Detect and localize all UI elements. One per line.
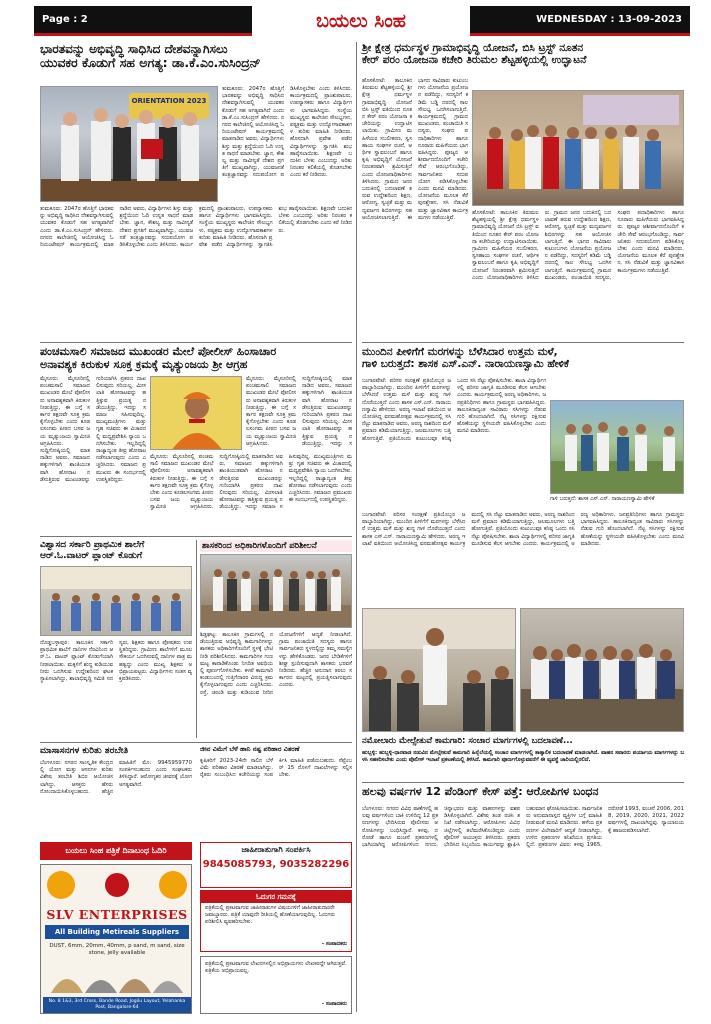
story6-photo — [200, 554, 352, 628]
story2-headline — [362, 42, 684, 67]
sand-piles-icon — [51, 961, 183, 993]
story1-body: ತುಮಕೂರು: 2047ರ ಹೊತ್ತಿಗೆ ಭಾರತವನ್ನು ಅಭಿವೃದ್ಧಿ ಸಾಧಿಸಿದ ದೇಶವನ್ನಾಗಿಸುವಲ್ಲಿ ಯುವಕರ ಕೊಡುಗೆ ಸಹ ಅಗತ್ಯವಾಗಿದೆ ಎಂದು ಡಾ.ಕೆ.ಎಂ.ಸುಸಿಂದ್ರನ್ ಹೇಳಿದರು. ನಗರದ ಕಾಲೇಜಿನಲ್ಲಿ ಆಯೋಜಿಸಿದ್ದ ಓರಿಯಂಟೇಷನ್ ಕಾರ್ಯಕ್ರಮದಲ್ಲಿ ಮಾತನಾಡಿದ ಅವರು, ವಿದ್ಯಾರ್ಥಿಗಳು ಶಿಸ್ತು ಮತ್ತು ಶ್ರದ್ಧೆಯಿಂದ ಓದಿ ಉನ್ನತ ಸಾಧನೆ ಮಾಡಬೇಕು. ಜ್ಞಾನ, ಕೌಶಲ್ಯ ಮತ್ತು ನಾವೀನ್ಯತೆ ದೇಶದ ಪ್ರಗತಿಗೆ ಮುಖ್ಯವಾಗಿದ್ದು, ಯುವಜನತೆ ತಂತ್ರಜ್ಞಾನವನ್ನು ಸದುಪಯೋಗ ಪಡಿಸಿಕೊಳ್ಳಬೇಕು ಎಂದು ತಿಳಿಸಿದರು. ಕಾರ್ಯಕ್ರಮದಲ್ಲಿ ಪ್ರಾಂಶುಪಾಲರು, ಉಪನ್ಯಾಸಕರು ಹಾಗೂ ವಿದ್ಯಾರ್ಥಿಗಳು ಭಾಗವಹಿಸಿದ್ದರು. ಸಂಸ್ಥೆಯ ಮುಖ್ಯಸ್ಥರು ಕಾಲೇಜಿನ ಸೌಲಭ್ಯಗಳು, ಪಠ್ಯಕ್ರಮ ಮತ್ತು ಉದ್ಯೋಗಾವಕಾಶಗಳ ಕುರಿತು ಮಾಹಿತಿ ನೀಡಿದರು. ಹೊಸದಾಗಿ ಪ್ರವೇಶ ಪಡೆದ ವಿದ್ಯಾರ್ಥಿಗಳನ್ನು ಸ್ವಾಗತಿಸಿ ಶುಭ ಹಾರೈಸಲಾಯಿತು. ಶಿಕ್ಷಣವೇ ಬದುಕಿನ ಬೆಳಕು ಎಂಬುದನ್ನು ಅರಿತು ನಿರಂತರ ಕಲಿಕೆಯಲ್ಲಿ ತೊಡಗಬೇಕು ಎಂದು ಕರೆ ನೀಡಿದರು. — [40, 206, 352, 249]
story-divider — [362, 342, 684, 343]
story1-photo — [40, 86, 218, 202]
subscribe-banner: ಬಯಲು ಸಿಂಹ ಪತ್ರಿಕೆ ದಿನಾಬಂಧ ಓದಿರಿ — [40, 842, 192, 860]
site-inspection-image — [201, 555, 352, 628]
speaker-at-podium-image — [363, 609, 516, 732]
orientation-banner-text: ORIENTATION 2023 — [131, 97, 207, 105]
story4-headline — [362, 346, 684, 371]
tree-planting-image — [551, 401, 684, 494]
classified-phone: 9845085793, 9035282296 — [202, 859, 350, 870]
issue-date: WEDNESDAY : 13-09-2023 — [536, 14, 682, 25]
story2-headline-line2: ಕೇರ್ ಪರಂ ಯೋಜನಾ ಕಚೇರಿ ತಿರುಮಲ ಶೆಟ್ಟಹಳ್ಳಿಯಲ್ಲಿ ಉದ್ಘಾಟನೆ — [362, 54, 587, 67]
story3-body-right-top: ಮೈಸೂರು: ಮೈಸೂರಿನಲ್ಲಿ ಪಂಚಮಸಾಲಿ ಸಮಾಜದ ಮುಖಂಡರ ಮೇಲೆ ಪೋಲೀಸರು ಅನಾವಶ್ಯಕವಾಗಿ ಕಿರುಕುಳ ನೀಡುತ್ತಿದ್ದು, ಈ ಬಗ್ಗೆ ಸರ್ಕಾರ ತಕ್ಷಣವೇ ಸೂಕ್ತ ಕ್ರಮ ಕೈಗೊಳ್ಳಬೇಕು ಎಂದು ಕೂಡಲಸಂಗಮ ಪೀಠದ ಬಸವ ಜಯ ಮೃತ್ಯುಂಜಯ ಸ್ವಾಮೀಜಿ ಆಗ್ರಹಿಸಿದರು. ಸುದ್ದಿಗೋಷ್ಠಿಯಲ್ಲಿ ಮಾತನಾಡಿದ ಅವರು, ಸಮಾಜದ ಹಕ್ಕುಗಳಿಗಾಗಿ ಶಾಂತಿಯುತವಾಗಿ ಹೋರಾಟ ನಡೆಸುತ್ತಿರುವ ಮುಖಂಡರನ್ನು ಗುರಿಯಾಗಿಸಿ ಪ್ರಕರಣ ದಾಖಲಿಸುವುದು ಸರಿಯಲ್ಲ. ಮೀಸಲಾತಿ ಹೋರಾಟವನ್ನು ಹತ್ತಿಕ್ಕುವ ಪ್ರಯತ್ನ ನಡೆಯುತ್ತಿದ್ದು, ಇದನ್ನು ಸ — [246, 376, 352, 447]
newspaper-title: ಬಯಲು ಸಿಂಹ — [252, 6, 470, 36]
disclaimer-box — [200, 956, 352, 1014]
story3-photo — [150, 376, 242, 450]
story2-photo — [472, 90, 684, 206]
slv-enterprises-ad — [40, 864, 192, 1014]
story5-headline — [40, 540, 192, 561]
company-address: No. 8 1&3, 3rd Cross, Bande Road, Jogilu Layout, Yelahanka Post, Bangalore-64 — [43, 997, 191, 1013]
meeting-audience-image — [521, 609, 684, 732]
inauguration-crowd-image — [473, 91, 684, 206]
notice-sign: - ಸಂಪಾದಕರು — [321, 941, 347, 947]
story4-caption: ಗಾಳಿ ಬರುತ್ತದೆ: ಶಾಸಕ ಎಸ್.ಎನ್. ನಾರಾಯಣಸ್ವಾಮಿ ಹೇಳಿಕೆ — [550, 496, 655, 502]
story5-headline-line2: ಆರ್.ಓ.ವಾಟರ್ ಪ್ಲಾಂಟ್ ಕೊಡುಗೆ — [40, 550, 143, 561]
story1-body-right: ತುಮಕೂರು: 2047ರ ಹೊತ್ತಿಗೆ ಭಾರತವನ್ನು ಅಭಿವೃದ್ಧಿ ಸಾಧಿಸಿದ ದೇಶವನ್ನಾಗಿಸುವಲ್ಲಿ ಯುವಕರ ಕೊಡುಗೆ ಸಹ ಅಗತ್ಯವಾಗಿದೆ ಎಂದು ಡಾ.ಕೆ.ಎಂ.ಸುಸಿಂದ್ರನ್ ಹೇಳಿದರು. ನಗರದ ಕಾಲೇಜಿನಲ್ಲಿ ಆಯೋಜಿಸಿದ್ದ ಓರಿಯಂಟೇಷನ್ ಕಾರ್ಯಕ್ರಮದಲ್ಲಿ ಮಾತನಾಡಿದ ಅವರು, ವಿದ್ಯಾರ್ಥಿಗಳು ಶಿಸ್ತು ಮತ್ತು ಶ್ರದ್ಧೆಯಿಂದ ಓದಿ ಉನ್ನತ ಸಾಧನೆ ಮಾಡಬೇಕು. ಜ್ಞಾನ, ಕೌಶಲ್ಯ ಮತ್ತು ನಾವೀನ್ಯತೆ ದೇಶದ ಪ್ರಗತಿಗೆ ಮುಖ್ಯವಾಗಿದ್ದು, ಯುವಜನತೆ ತಂತ್ರಜ್ಞಾನವನ್ನು ಸದುಪಯೋಗ ಪಡಿಸಿಕೊಳ್ಳಬೇಕು ಎಂದು ತಿಳಿಸಿದರು. ಕಾರ್ಯಕ್ರಮದಲ್ಲಿ ಪ್ರಾಂಶುಪಾಲರು, ಉಪನ್ಯಾಸಕರು ಹಾಗೂ ವಿದ್ಯಾರ್ಥಿಗಳು ಭಾಗವಹಿಸಿದ್ದರು. ಸಂಸ್ಥೆಯ ಮುಖ್ಯಸ್ಥರು ಕಾಲೇಜಿನ ಸೌಲಭ್ಯಗಳು, ಪಠ್ಯಕ್ರಮ ಮತ್ತು ಉದ್ಯೋಗಾವಕಾಶಗಳ ಕುರಿತು ಮಾಹಿತಿ ನೀಡಿದರು. ಹೊಸದಾಗಿ ಪ್ರವೇಶ ಪಡೆದ ವಿದ್ಯಾರ್ಥಿಗಳನ್ನು ಸ್ವಾಗತಿಸಿ ಶುಭ ಹಾರೈಸಲಾಯಿತು. ಶಿಕ್ಷಣವೇ ಬದುಕಿನ ಬೆಳಕು ಎಂಬುದನ್ನು ಅರಿತು ನಿರಂತರ ಕಲಿಕೆಯಲ್ಲಿ ತೊಡಗಬೇಕು ಎಂದು ಕರೆ ನೀಡಿದರು. — [222, 86, 352, 179]
mid-body: ಕೃಷಿಕರಿಗೆ 2023-24ನೇ ಸಾಲಿನ ಬೆಳೆ ವಿಮೆ ಪರಿಹಾರ ವಿತರಣೆ ಮಾಡಲಾಗಿದ್ದು, ರೈತರು ಸಂಬಂಧಿಸಿದ ಕಚೇರಿಯನ್ನು ಸಂಪರ್ಕಿಸಿ ಮಾಹಿತಿ ಪಡೆಯಬಹುದು. ಸೆಪ್ಟೆಂಬರ್ 15 ರೊಳಗೆ ದಾಖಲೆಗಳನ್ನು ಸಲ್ಲಿಸಬೇಕು. — [200, 758, 352, 779]
story5-photo — [40, 566, 192, 636]
company-items: DUST, 6mm, 20mm, 40mm, p sand, m sand, size stone, jelly available — [49, 943, 185, 956]
story7-headline: ಮಾಸಾಸನಗಳ ಕುರಿತು ತರಬೇತಿ — [40, 746, 129, 756]
mid-headline: ಜೀವ ವಿಮೆಗೆ ಬೆಳೆ ಹಾನಿ ನಷ್ಟ ಪರಿಹಾರ ವಿತರಣೆ — [200, 745, 300, 753]
newspaper-page — [34, 6, 690, 1018]
story1-headline — [40, 42, 352, 71]
advertisement-contact-box — [200, 842, 352, 888]
story2-body-right: ಹೊಸಕೋಟೆ: ತಾಲೂಕಿನ ತಿರುಮಲ ಶೆಟ್ಟಹಳ್ಳಿಯಲ್ಲಿ ಶ್ರೀ ಕ್ಷೇತ್ರ ಧರ್ಮಸ್ಥಳ ಗ್ರಾಮಾಭಿವೃದ್ಧಿ ಯೋಜನೆ ಬಿಸಿ ಟ್ರಸ್ಟ್ ವತಿಯಿಂದ ನೂತನ ಕೇರ್ ಪರಂ ಯೋಜನಾ ಕಚೇರಿಯನ್ನು ಉದ್ಘಾಟಿಸಲಾಯಿತು. ಗ್ರಾಮೀಣ ಮಹಿಳೆಯರ ಸಬಲೀಕರಣ, ಸ್ವಸಹಾಯ ಸಂಘಗಳ ರಚನೆ, ಆರ್ಥಿಕ ಸ್ವಾವಲಂಬನೆ ಹಾಗೂ ಕೃಷಿ ಅಭಿವೃದ್ಧಿಗೆ ಯೋಜನೆ ನಿರಂತರವಾಗಿ ಶ್ರಮಿಸುತ್ತಿದೆ ಎಂದು ಯೋಜನಾಧಿಕಾರಿಗಳು ತಿಳಿಸಿದರು. ಗ್ರಾಮದ ಜನರ ಬದುಕಿನಲ್ಲಿ ಬದಲಾವಣೆ ತರುವ ಉದ್ದೇಶದಿಂದ ಶಿಕ್ಷಣ, ಆರೋಗ್ಯ, ಸ್ವಚ್ಛತೆ ಮತ್ತು ಮದ್ಯವರ್ಜನ ಶಿಬಿರಗಳನ್ನು ಸಹ ಆಯೋಜಿಸಲಾಗುತ್ತಿದೆ. ಈ ಭಾಗದ ಸಾವಿರಾರು ಕುಟುಂಬಗಳು ಯೋಜನೆಯ ಪ್ರಯೋಜನ ಪಡೆದಿದ್ದು, ಸದಸ್ಯರಿಗೆ ಕಡಿಮೆ ಬಡ್ಡಿ ದರದಲ್ಲಿ ಸಾಲ ಸೌಲಭ್ಯ ಒದಗಿಸಲಾಗುತ್ತಿದೆ. ಕಾರ್ಯಕ್ರಮದಲ್ಲಿ ಗ್ರಾಮದ ಮುಖಂಡರು, ಪಂಚಾಯಿತಿ ಸದಸ್ಯರು, ಸಂಘದ ಪದಾಧಿಕಾರಿಗಳು ಹಾಗೂ ನೂರಾರು ಮಹಿಳೆಯರು ಭಾಗವಹಿಸಿದ್ದರು. ಪೂಜ್ಯರ ಆಶೀರ್ವಾದದೊಂದಿಗೆ ಕಚೇರಿ ಸೇವೆ ಆರಂಭಗೊಂಡಿದ್ದು, ಸಾರ್ವಜನಿಕರು ಸದುಪಯೋಗ ಪಡಿಸಿಕೊಳ್ಳಬೇಕು ಎಂದು ಮನವಿ ಮಾಡಿದರು. ಯೋಜನೆಯ ಮೂಲಕ ಕೆರೆ ಪುನಶ್ಚೇತನ, ಸಸಿ ನೆಡುವಿಕೆ ಮತ್ತು ಜ್ಞಾನವಿಕಾಸ ಕಾರ್ಯಕ್ರಮಗಳು ನಡೆಯುತ್ತಿವೆ. — [472, 210, 684, 281]
story10-body: ಬೆಂಗಳೂರು: ನಗರದ ವಿವಿಧ ಠಾಣೆಗಳಲ್ಲಿ ಹಲವು ವರ್ಷಗಳಿಂದ ಬಾಕಿ ಉಳಿದಿದ್ದ 12 ಪ್ರಕರಣಗಳನ್ನು ಭೇದಿಸಿರುವ ಪೊಲೀಸರು ಆರೋಪಿಗಳನ್ನು ಬಂಧಿಸಿದ್ದಾರೆ. ಕಳವು, ದರೋಡೆ ಹಾಗೂ ವಂಚನೆ ಪ್ರಕರಣಗಳಲ್ಲಿ ಭಾಗಿಯಾಗಿದ್ದ ಆರೋಪಿಗಳಿಂದ ನಗದು, ಚಿನ್ನಾಭರಣ ಮತ್ತು ವಾಹನಗಳನ್ನು ವಶಪಡಿಸಿಕೊಳ್ಳಲಾಗಿದೆ. ವಿಶೇಷ ತಂಡ ರಚಿಸಿ ತನಿಖೆ ನಡೆಸಲಾಗಿದ್ದು, ಆರೋಪಿಗಳು ವಿವಿಧ ಜಿಲ್ಲೆಗಳಲ್ಲಿ ತಲೆಮರೆಸಿಕೊಂಡಿದ್ದರು ಎಂದು ಪೊಲೀಸ್ ಆಯುಕ್ತರು ತಿಳಿಸಿದರು. ಪ್ರಕರಣ ಭೇದಿಸಿದ ಸಿಬ್ಬಂದಿಯ ಕಾರ್ಯವನ್ನು ಶ್ಲಾಘಿಸಿ ಬಹುಮಾನ ಘೋಷಿಸಲಾಯಿತು. ಸಾರ್ವಜನಿಕರು ಅನುಮಾನಾಸ್ಪದ ವ್ಯಕ್ತಿಗಳ ಬಗ್ಗೆ ಮಾಹಿತಿ ನೀಡುವಂತೆ ಮನವಿ ಮಾಡಿದರು. ಹಳೆಯ ಪ್ರಕರಣಗಳ ವಿಲೇವಾರಿಗೆ ಆದ್ಯತೆ ನೀಡಲಾಗಿದ್ದು, ಉಳಿದ ಪ್ರಕರಣಗಳ ತನಿಖೆಯೂ ಪ್ರಗತಿಯಲ್ಲಿದೆ. ಪ್ರಕರಣಗಳ ವಿವರ: ಕಳವು 1965, ದರೋಡೆ 1993, ವಂಚನೆ 2006, 2018, 2019, 2020, 2021, 2022 ವರ್ಷಗಳಲ್ಲಿ ದಾಖಲಾಗಿದ್ದವು. ನ್ಯಾಯಾಲಯಕ್ಕೆ ಹಾಜರುಪಡಿಸಲಾಗಿದೆ. — [362, 806, 684, 849]
story2-headline-line1: ಶ್ರೀ ಕ್ಷೇತ್ರ ಧರ್ಮಸ್ಥಳ ಗ್ರಾಮಾಭಿವೃದ್ಧಿ ಯೋಜನೆ, ಬಿಸಿ ಟ್ರಸ್ಟ್ ನೂತನ — [362, 42, 584, 54]
classified-title: ಜಾಹೀರಾತುಗಾಗಿ ಸಂಪರ್ಕಿಸಿ — [241, 845, 311, 854]
story5-headline-line1: ವಿಶ್ವಾಸದ ಸರ್ಕಾರಿ ಪ್ರಾಥಮಿಕ ಶಾಲೆಗೆ — [40, 540, 145, 550]
story5-body: ದೊಡ್ಡಬಳ್ಳಾಪುರ: ತಾಲೂಕಿನ ಸರ್ಕಾರಿ ಪ್ರಾಥಮಿಕ ಶಾಲೆಗೆ ದಾನಿಗಳ ನೆರವಿನಿಂದ ಆರ್.ಓ. ವಾಟರ್ ಪ್ಲಾಂಟ್ ಕೊಡುಗೆಯಾಗಿ ನೀಡಲಾಯಿತು. ಮಕ್ಕಳಿಗೆ ಶುದ್ಧ ಕುಡಿಯುವ ನೀರು ಒದಗಿಸುವ ಉದ್ದೇಶದಿಂದ ಘಟಕ ಸ್ಥಾಪಿಸಲಾಗಿದ್ದು, ಶಾಲಾಭಿವೃದ್ಧಿ ಸಮಿತಿ ಸದಸ್ಯರು, ಶಿಕ್ಷಕರು ಹಾಗೂ ಪೋಷಕರು ಉಪಸ್ಥಿತರಿದ್ದರು. ಗ್ರಾಮೀಣ ಶಾಲೆಗಳಿಗೆ ಮೂಲ ಸೌಕರ್ಯ ಒದಗಿಸುವಲ್ಲಿ ದಾನಿಗಳ ಪಾತ್ರ ಮಹತ್ವದ್ದು ಎಂದು ಮುಖ್ಯ ಶಿಕ್ಷಕರು ಅಭಿಪ್ರಾಯಪಟ್ಟರು. ವಿದ್ಯಾರ್ಥಿಗಳು ಸಂತಸ ವ್ಯಕ್ತಪಡಿಸಿದರು. — [40, 640, 192, 683]
story-divider — [40, 536, 352, 537]
company-name: SLV ENTERPRISES — [46, 907, 188, 922]
story8-photo-2 — [520, 608, 684, 732]
story-divider — [362, 782, 684, 783]
story9-body: ಹುಬ್ಬಳ್ಳಿ: ಹುಬ್ಬಳ್ಳಿ-ಧಾರವಾಡ ನಡುವಿನ ಮೇಲ್ಸೇತುವೆ ಕಾಮಗಾರಿ ಹಿನ್ನೆಲೆಯಲ್ಲಿ ಸಂಚಾರ ಮಾರ್ಗಗಳಲ್ಲಿ ತಾತ್ಕಾಲಿಕ ಬದಲಾವಣೆ ಮಾಡಲಾಗಿದೆ. ವಾಹನ ಸವಾರರು ಪರ್ಯಾಯ ಮಾರ್ಗಗಳನ್ನು ಬಳಸಿ ಸಹಕರಿಸಬೇಕು ಎಂದು ಪೊಲೀಸ್ ಇಲಾಖೆ ಪ್ರಕಟಣೆಯಲ್ಲಿ ತಿಳಿಸಿದೆ. ಕಾಮಗಾರಿ ಪೂರ್ಣಗೊಳ್ಳುವವರೆಗೆ ಈ ವ್ಯವಸ್ಥೆ ಜಾರಿಯಲ್ಲಿರಲಿದೆ. — [362, 750, 684, 764]
story2-body-left: ಹೊಸಕೋಟೆ: ತಾಲೂಕಿನ ತಿರುಮಲ ಶೆಟ್ಟಹಳ್ಳಿಯಲ್ಲಿ ಶ್ರೀ ಕ್ಷೇತ್ರ ಧರ್ಮಸ್ಥಳ ಗ್ರಾಮಾಭಿವೃದ್ಧಿ ಯೋಜನೆ ಬಿಸಿ ಟ್ರಸ್ಟ್ ವತಿಯಿಂದ ನೂತನ ಕೇರ್ ಪರಂ ಯೋಜನಾ ಕಚೇರಿಯನ್ನು ಉದ್ಘಾಟಿಸಲಾಯಿತು. ಗ್ರಾಮೀಣ ಮಹಿಳೆಯರ ಸಬಲೀಕರಣ, ಸ್ವಸಹಾಯ ಸಂಘಗಳ ರಚನೆ, ಆರ್ಥಿಕ ಸ್ವಾವಲಂಬನೆ ಹಾಗೂ ಕೃಷಿ ಅಭಿವೃದ್ಧಿಗೆ ಯೋಜನೆ ನಿರಂತರವಾಗಿ ಶ್ರಮಿಸುತ್ತಿದೆ ಎಂದು ಯೋಜನಾಧಿಕಾರಿಗಳು ತಿಳಿಸಿದರು. ಗ್ರಾಮದ ಜನರ ಬದುಕಿನಲ್ಲಿ ಬದಲಾವಣೆ ತರುವ ಉದ್ದೇಶದಿಂದ ಶಿಕ್ಷಣ, ಆರೋಗ್ಯ, ಸ್ವಚ್ಛತೆ ಮತ್ತು ಮದ್ಯವರ್ಜನ ಶಿಬಿರಗಳನ್ನು ಸಹ ಆಯೋಜಿಸಲಾಗುತ್ತಿದೆ. ಈ ಭಾಗದ ಸಾವಿರಾರು ಕುಟುಂಬಗಳು ಯೋಜನೆಯ ಪ್ರಯೋಜನ ಪಡೆದಿದ್ದು, ಸದಸ್ಯರಿಗೆ ಕಡಿಮೆ ಬಡ್ಡಿ ದರದಲ್ಲಿ ಸಾಲ ಸೌಲಭ್ಯ ಒದಗಿಸಲಾಗುತ್ತಿದೆ. ಕಾರ್ಯಕ್ರಮದಲ್ಲಿ ಗ್ರಾಮದ ಮುಖಂಡರು, ಪಂಚಾಯಿತಿ ಸದಸ್ಯರು, ಸಂಘದ ಪದಾಧಿಕಾರಿಗಳು ಹಾಗೂ ನೂರಾರು ಮಹಿಳೆಯರು ಭಾಗವಹಿಸಿದ್ದರು. ಪೂಜ್ಯರ ಆಶೀರ್ವಾದದೊಂದಿಗೆ ಕಚೇರಿ ಸೇವೆ ಆರಂಭಗೊಂಡಿದ್ದು, ಸಾರ್ವಜನಿಕರು ಸದುಪಯೋಗ ಪಡಿಸಿಕೊಳ್ಳಬೇಕು ಎಂದು ಮನವಿ ಮಾಡಿದರು. ಯೋಜನೆಯ ಮೂಲಕ ಕೆರೆ ಪುನಶ್ಚೇತನ, ಸಸಿ ನೆಡುವಿಕೆ ಮತ್ತು ಜ್ಞಾನವಿಕಾಸ ಕಾರ್ಯಕ್ರಮಗಳು ನಡೆಯುತ್ತಿವೆ. — [362, 78, 468, 221]
school-children-image — [41, 567, 192, 636]
story4-photo — [550, 400, 684, 494]
column-divider — [196, 540, 197, 738]
story1-headline-line1: ಭಾರತವನ್ನು ಅಭಿವೃದ್ಧಿ ಸಾಧಿಸಿದ ದೇಶವನ್ನಾಗಿಸಲು — [40, 42, 228, 56]
column-divider — [356, 42, 357, 1012]
disclaimer-text: ಪತ್ರಿಕೆಯಲ್ಲಿ ಪ್ರಕಟವಾಗುವ ಲೇಖನಗಳಲ್ಲಿನ ಅಭಿಪ್ರಾಯಗಳು ಲೇಖಕರದ್ದೇ ಆಗಿರುತ್ತವೆ. ಪತ್ರಿಕೆಯ ಅಭಿಪ್ರಾಯವಲ್ಲ. — [205, 961, 347, 974]
disclaimer-sign: - ಸಂಪಾದಕರು — [321, 1001, 347, 1007]
story9-headline: ನಮೋಲಾರು ಮೇಲ್ಸೇತುವೆ ಕಾಮಗಾರಿ: ಸಂಚಾರ ಮಾರ್ಗಗಳಲ್ಲಿ ಬದಲಾವಣೆ... — [362, 736, 573, 746]
story6-headline: ಶಾಸಕರಿಂದ ಅಧಿಕಾರಿಗಳೊಂದಿಗೆ ಪರಿಶೀಲನೆ — [200, 540, 352, 552]
swamiji-portrait-image — [151, 377, 242, 450]
masthead — [34, 6, 690, 36]
story8-photo — [362, 608, 516, 732]
story7-body: ಬೆಂಗಳೂರು: ನಗರದ ಸಾಂಸ್ಕೃತಿಕ ಕೇಂದ್ರದಲ್ಲಿ ಯೋಗ ಮತ್ತು ಆಸನಗಳ ಕುರಿತು ವಿಶೇಷ ತರಬೇತಿ ಶಿಬಿರ ಆಯೋಜಿಸಲಾಗಿದ್ದು, ಆಸಕ್ತರು ಹೆಸರು ನೋಂದಾಯಿಸಿಕೊಳ್ಳಬಹುದು. ಹೆಚ್ಚಿನ ಮಾಹಿತಿಗೆ ಮೊ: 9945959770 ಸಂಪರ್ಕಿಸಬಹುದು ಎಂದು ಸಂಘಟಕರು ತಿಳಿಸಿದ್ದಾರೆ. ಆರೋಗ್ಯಕರ ಜೀವನಕ್ಕೆ ಯೋಗ ಅಗತ್ಯವಾಗಿದೆ. — [40, 760, 192, 795]
story10-headline: ಹಲವು ವರ್ಷಗಳ 12 ಪೆಂಡಿಂಗ್ ಕೇಸ್ ಪತ್ತೆ: ಆರೋಪಿಗಳ ಬಂಧನ — [362, 785, 599, 798]
notice-text: ಪತ್ರಿಕೆಯಲ್ಲಿ ಪ್ರಕಟವಾಗುವ ಜಾಹೀರಾತುಗಳ ವಿಷಯಗಳಿಗೆ ಜಾಹೀರಾತುದಾರರೇ ಜವಾಬ್ದಾರರು. ಪತ್ರಿಕೆ ಯಾವುದೇ ರೀತಿಯಲ್ಲಿ ಹೊಣೆಯಾಗುವುದಿಲ್ಲ. ಓದುಗರು ಪರಿಶೀಲಿಸಿ ವ್ಯವಹರಿಸಬೇಕು. — [205, 905, 336, 925]
story-divider — [40, 742, 352, 743]
story3-body-bottom: ಮೈಸೂರು: ಮೈಸೂರಿನಲ್ಲಿ ಪಂಚಮಸಾಲಿ ಸಮಾಜದ ಮುಖಂಡರ ಮೇಲೆ ಪೋಲೀಸರು ಅನಾವಶ್ಯಕವಾಗಿ ಕಿರುಕುಳ ನೀಡುತ್ತಿದ್ದು, ಈ ಬಗ್ಗೆ ಸರ್ಕಾರ ತಕ್ಷಣವೇ ಸೂಕ್ತ ಕ್ರಮ ಕೈಗೊಳ್ಳಬೇಕು ಎಂದು ಕೂಡಲಸಂಗಮ ಪೀಠದ ಬಸವ ಜಯ ಮೃತ್ಯುಂಜಯ ಸ್ವಾಮೀಜಿ ಆಗ್ರಹಿಸಿದರು. ಸುದ್ದಿಗೋಷ್ಠಿಯಲ್ಲಿ ಮಾತನಾಡಿದ ಅವರು, ಸಮಾಜದ ಹಕ್ಕುಗಳಿಗಾಗಿ ಶಾಂತಿಯುತವಾಗಿ ಹೋರಾಟ ನಡೆಸುತ್ತಿರುವ ಮುಖಂಡರನ್ನು ಗುರಿಯಾಗಿಸಿ ಪ್ರಕರಣ ದಾಖಲಿಸುವುದು ಸರಿಯಲ್ಲ. ಮೀಸಲಾತಿ ಹೋರಾಟವನ್ನು ಹತ್ತಿಕ್ಕುವ ಪ್ರಯತ್ನ ನಡೆಯುತ್ತಿದ್ದು, ಇದನ್ನು ಸಮಾಜ ಸಹಿಸುವುದಿಲ್ಲ. ಮುಖ್ಯಮಂತ್ರಿಗಳು ಮತ್ತು ಗೃಹ ಸಚಿವರು ಈ ವಿಚಾರದಲ್ಲಿ ಮಧ್ಯಪ್ರವೇಶಿಸಿ ನ್ಯಾಯ ಒದಗಿಸಬೇಕು. ಇಲ್ಲದಿದ್ದಲ್ಲಿ ರಾಜ್ಯಾದ್ಯಂತ ತೀವ್ರ ಹೋರಾಟ ನಡೆಸಲಾಗುವುದು ಎಂದು ಎಚ್ಚರಿಸಿದರು. ಸಮಾಜದ ಪ್ರಮುಖರು ಈ ಸಂದರ್ಭದಲ್ಲಿ ಉಪಸ್ಥಿತರಿದ್ದರು. — [150, 454, 352, 511]
story3-headline-line2: ಅನಾವಶ್ಯಕ ಕಿರುಕುಳ ಸೂಕ್ತ ಕ್ರಮಕ್ಕೆ ಮೃತ್ಯುಂಜಯ ಶ್ರೀ ಆಗ್ರಹ — [40, 357, 248, 371]
story4-headline-line1: ಮುಂದಿನ ಪೀಳಿಗೆಗೆ ಮರಗಳನ್ನು ಬೆಳೆಸಿದಾರ ಉತ್ತಮ ಮಳೆ, — [362, 346, 558, 358]
company-tagline: All Building Metireals Suppliers — [45, 925, 189, 939]
story4-headline-line2: ಗಾಳಿ ಬರುತ್ತದೆ: ಶಾಸಕ ಎಸ್.ಎನ್. ನಾರಾಯಣಸ್ವಾಮಿ ಹೇಳಿಕೆ — [362, 358, 569, 371]
page-number: Page : 2 — [42, 14, 88, 25]
story3-headline-line1: ಪಂಚಮಸಾಲಿ ಸಮಾಜದ ಮುಖಂಡರ ಮೇಲೆ ಪೋಲೀಸ್ ಹಿಂಸಾಚಾರ — [40, 345, 277, 358]
story-divider — [40, 342, 352, 343]
story1-headline-line2: ಯುವಕರ ಕೊಡುಗೆ ಸಹ ಅಗತ್ಯ: ಡಾ.ಕೆ.ಎಂ.ಸುಸಿಂದ್ರನ್ — [40, 55, 261, 71]
story6-body: ಶಿಡ್ಲಘಟ್ಟ: ತಾಲೂಕಿನ ಗ್ರಾಮಗಳಲ್ಲಿ ನಡೆಯುತ್ತಿರುವ ಅಭಿವೃದ್ಧಿ ಕಾಮಗಾರಿಗಳನ್ನು ಶಾಸಕರು ಅಧಿಕಾರಿಗಳೊಂದಿಗೆ ಸ್ಥಳಕ್ಕೆ ಭೇಟಿ ನೀಡಿ ಪರಿಶೀಲಿಸಿದರು. ಕಾಮಗಾರಿಗಳ ಗುಣಮಟ್ಟ ಕಾಪಾಡಿಕೊಂಡು ನಿಗದಿತ ಅವಧಿಯಲ್ಲಿ ಪೂರ್ಣಗೊಳಿಸಬೇಕು. ಕಳಪೆ ಕಾಮಗಾರಿ ಕಂಡುಬಂದಲ್ಲಿ ಗುತ್ತಿಗೆದಾರರ ವಿರುದ್ಧ ಕ್ರಮ ಕೈಗೊಳ್ಳಲಾಗುವುದು ಎಂದು ಎಚ್ಚರಿಸಿದರು. ರಸ್ತೆ, ಚರಂಡಿ ಮತ್ತು ಕುಡಿಯುವ ನೀರಿನ ಯೋಜನೆಗಳಿಗೆ ಆದ್ಯತೆ ನೀಡಲಾಗಿದೆ. ಗ್ರಾಮ ಪಂಚಾಯಿತಿ ಸದಸ್ಯರು ಹಾಗೂ ಸಾರ್ವಜನಿಕರು ಸ್ಥಳದಲ್ಲಿದ್ದು ತಮ್ಮ ಸಮಸ್ಯೆಗಳನ್ನು ಹೇಳಿಕೊಂಡರು. ಜನರ ಬೇಡಿಕೆಗಳಿಗೆ ಶೀಘ್ರ ಸ್ಪಂದಿಸುವುದಾಗಿ ಶಾಸಕರು ಭರವಸೆ ನೀಡಿದರು. ಹೆಚ್ಚಿನ ಅನುದಾನ ತರಲು ಸರ್ಕಾರದ ಮಟ್ಟದಲ್ಲಿ ಪ್ರಯತ್ನಿಸಲಾಗುವುದು ಎಂದರು. — [200, 632, 352, 696]
readers-notice-box — [200, 890, 352, 952]
notice-title: ಓದುಗರ ಗಮನಕ್ಕೆ — [201, 891, 351, 903]
story3-body-left: ಮೈಸೂರು: ಮೈಸೂರಿನಲ್ಲಿ ಪಂಚಮಸಾಲಿ ಸಮಾಜದ ಮುಖಂಡರ ಮೇಲೆ ಪೋಲೀಸರು ಅನಾವಶ್ಯಕವಾಗಿ ಕಿರುಕುಳ ನೀಡುತ್ತಿದ್ದು, ಈ ಬಗ್ಗೆ ಸರ್ಕಾರ ತಕ್ಷಣವೇ ಸೂಕ್ತ ಕ್ರಮ ಕೈಗೊಳ್ಳಬೇಕು ಎಂದು ಕೂಡಲಸಂಗಮ ಪೀಠದ ಬಸವ ಜಯ ಮೃತ್ಯುಂಜಯ ಸ್ವಾಮೀಜಿ ಆಗ್ರಹಿಸಿದರು. ಸುದ್ದಿಗೋಷ್ಠಿಯಲ್ಲಿ ಮಾತನಾಡಿದ ಅವರು, ಸಮಾಜದ ಹಕ್ಕುಗಳಿಗಾಗಿ ಶಾಂತಿಯುತವಾಗಿ ಹೋರಾಟ ನಡೆಸುತ್ತಿರುವ ಮುಖಂಡರನ್ನು ಗುರಿಯಾಗಿಸಿ ಪ್ರಕರಣ ದಾಖಲಿಸುವುದು ಸರಿಯಲ್ಲ. ಮೀಸಲಾತಿ ಹೋರಾಟವನ್ನು ಹತ್ತಿಕ್ಕುವ ಪ್ರಯತ್ನ ನಡೆಯುತ್ತಿದ್ದು, ಇದನ್ನು ಸಮಾಜ ಸಹಿಸುವುದಿಲ್ಲ. ಮುಖ್ಯಮಂತ್ರಿಗಳು ಮತ್ತು ಗೃಹ ಸಚಿವರು ಈ ವಿಚಾರದಲ್ಲಿ ಮಧ್ಯಪ್ರವೇಶಿಸಿ ನ್ಯಾಯ ಒದಗಿಸಬೇಕು. ಇಲ್ಲದಿದ್ದಲ್ಲಿ ರಾಜ್ಯಾದ್ಯಂತ ತೀವ್ರ ಹೋರಾಟ ನಡೆಸಲಾಗುವುದು ಎಂದು ಎಚ್ಚರಿಸಿದರು. ಸಮಾಜದ ಪ್ರಮುಖರು ಈ ಸಂದರ್ಭದಲ್ಲಿ ಉಪಸ್ಥಿತರಿದ್ದರು. — [40, 376, 146, 483]
story4-body-bottom: ಬಂಗಾರಪೇಟೆ: ಪರಿಸರ ಸಂರಕ್ಷಣೆ ಪ್ರತಿಯೊಬ್ಬರ ಜವಾಬ್ದಾರಿಯಾಗಿದ್ದು, ಮುಂದಿನ ಪೀಳಿಗೆಗೆ ಮರಗಳನ್ನು ಬೆಳೆಸಿದರೆ ಉತ್ತಮ ಮಳೆ ಮತ್ತು ಶುದ್ಧ ಗಾಳಿ ದೊರೆಯುತ್ತದೆ ಎಂದು ಶಾಸಕ ಎಸ್.ಎನ್. ನಾರಾಯಣಸ್ವಾಮಿ ಹೇಳಿದರು. ಅರಣ್ಯ ಇಲಾಖೆ ವತಿಯಿಂದ ಆಯೋಜಿಸಿದ್ದ ವನಮಹೋತ್ಸವ ಕಾರ್ಯಕ್ರಮದಲ್ಲಿ ಸಸಿ ನೆಟ್ಟು ಮಾತನಾಡಿದ ಅವರು, ಅರಣ್ಯ ನಾಶದಿಂದ ಮಳೆ ಪ್ರಮಾಣ ಕಡಿಮೆಯಾಗುತ್ತಿದ್ದು, ಜಲಮೂಲಗಳು ಬತ್ತಿ ಹೋಗುತ್ತಿವೆ. ಪ್ರತಿಯೊಂದು ಕುಟುಂಬವೂ ಕನಿಷ್ಠ ಒಂದು ಸಸಿ ನೆಟ್ಟು ಪೋಷಿಸಬೇಕು. ಶಾಲಾ ವಿದ್ಯಾರ್ಥಿಗಳಲ್ಲಿ ಪರಿಸರ ಜಾಗೃತಿ ಮೂಡಿಸುವ ಕೆಲಸ ಆಗಬೇಕು ಎಂದರು. ಕಾರ್ಯಕ್ರಮದಲ್ಲಿ ಅರಣ್ಯ ಅಧಿಕಾರಿಗಳು, ಜನಪ್ರತಿನಿಧಿಗಳು ಹಾಗೂ ಗ್ರಾಮಸ್ಥರು ಭಾಗವಹಿಸಿದ್ದರು. ತಾಲೂಕಿನಾದ್ಯಂತ ಸಾವಿರಾರು ಸಸಿಗಳನ್ನು ನೆಡುವ ಗುರಿ ಹೊಂದಲಾಗಿದೆ. ನೆಟ್ಟ ಸಸಿಗಳನ್ನು ರಕ್ಷಿಸುವ ಹೊಣೆಯನ್ನು ಸ್ಥಳೀಯರೇ ವಹಿಸಿಕೊಳ್ಳಬೇಕು ಎಂದು ಮನವಿ ಮಾಡಿದರು. — [362, 512, 684, 547]
story3-headline — [40, 346, 352, 372]
story4-body-left: ಬಂಗಾರಪೇಟೆ: ಪರಿಸರ ಸಂರಕ್ಷಣೆ ಪ್ರತಿಯೊಬ್ಬರ ಜವಾಬ್ದಾರಿಯಾಗಿದ್ದು, ಮುಂದಿನ ಪೀಳಿಗೆಗೆ ಮರಗಳನ್ನು ಬೆಳೆಸಿದರೆ ಉತ್ತಮ ಮಳೆ ಮತ್ತು ಶುದ್ಧ ಗಾಳಿ ದೊರೆಯುತ್ತದೆ ಎಂದು ಶಾಸಕ ಎಸ್.ಎನ್. ನಾರಾಯಣಸ್ವಾಮಿ ಹೇಳಿದರು. ಅರಣ್ಯ ಇಲಾಖೆ ವತಿಯಿಂದ ಆಯೋಜಿಸಿದ್ದ ವನಮಹೋತ್ಸವ ಕಾರ್ಯಕ್ರಮದಲ್ಲಿ ಸಸಿ ನೆಟ್ಟು ಮಾತನಾಡಿದ ಅವರು, ಅರಣ್ಯ ನಾಶದಿಂದ ಮಳೆ ಪ್ರಮಾಣ ಕಡಿಮೆಯಾಗುತ್ತಿದ್ದು, ಜಲಮೂಲಗಳು ಬತ್ತಿ ಹೋಗುತ್ತಿವೆ. ಪ್ರತಿಯೊಂದು ಕುಟುಂಬವೂ ಕನಿಷ್ಠ ಒಂದು ಸಸಿ ನೆಟ್ಟು ಪೋಷಿಸಬೇಕು. ಶಾಲಾ ವಿದ್ಯಾರ್ಥಿಗಳಲ್ಲಿ ಪರಿಸರ ಜಾಗೃತಿ ಮೂಡಿಸುವ ಕೆಲಸ ಆಗಬೇಕು ಎಂದರು. ಕಾರ್ಯಕ್ರಮದಲ್ಲಿ ಅರಣ್ಯ ಅಧಿಕಾರಿಗಳು, ಜನಪ್ರತಿನಿಧಿಗಳು ಹಾಗೂ ಗ್ರಾಮಸ್ಥರು ಭಾಗವಹಿಸಿದ್ದರು. ತಾಲೂಕಿನಾದ್ಯಂತ ಸಾವಿರಾರು ಸಸಿಗಳನ್ನು ನೆಡುವ ಗುರಿ ಹೊಂದಲಾಗಿದೆ. ನೆಟ್ಟ ಸಸಿಗಳನ್ನು ರಕ್ಷಿಸುವ ಹೊಣೆಯನ್ನು ಸ್ಥಳೀಯರೇ ವಹಿಸಿಕೊಳ್ಳಬೇಕು ಎಂದು ಮನವಿ ಮಾಡಿದರು. — [362, 378, 546, 442]
deity-logo-icon — [41, 865, 192, 905]
